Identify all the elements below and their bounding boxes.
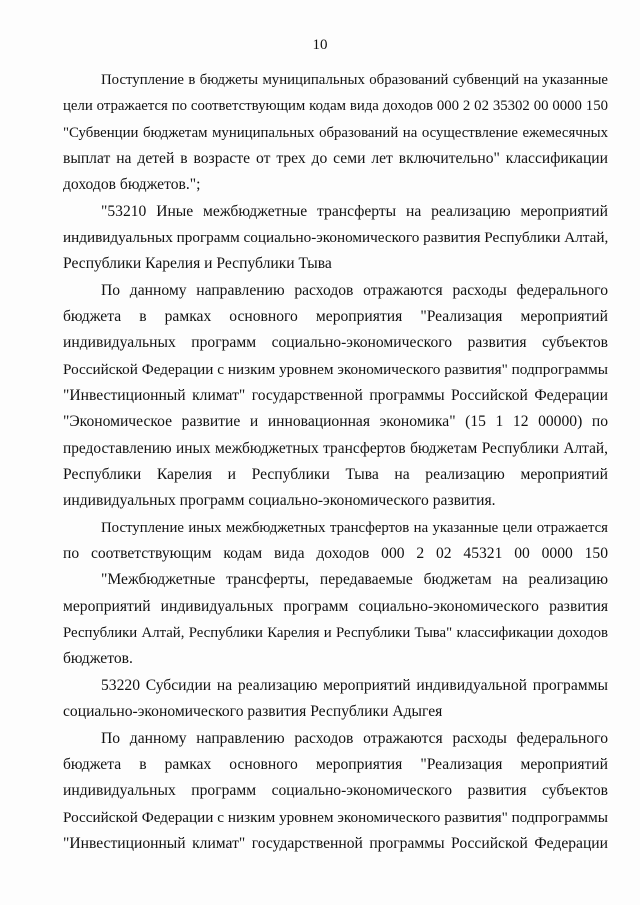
text-line: доходов бюджетов."; bbox=[63, 176, 201, 193]
text-line: индивидуальных программ социально-экономического развития. bbox=[63, 492, 496, 509]
text-line: выплат на детей в возрасте от трех до семи лет включительно" классификации bbox=[63, 150, 608, 167]
text-line: Республики Алтай, Республики Карелия и Республики Тыва" классификации доходов bbox=[63, 625, 608, 641]
text-line: "Инвестиционный климат" государственной программы Российской Федерации bbox=[63, 387, 608, 404]
text-line: Российской Федерации с низким уровнем экономического развития" подпрограммы bbox=[63, 361, 608, 378]
text-line: "Межбюджетные трансферты, передаваемые бюджетам на реализацию bbox=[101, 571, 608, 588]
text-line: предоставлению иных межбюджетных трансфертов бюджетам Республики Алтай, bbox=[63, 440, 608, 457]
text-line: "53210 Иные межбюджетные трансферты на реализацию мероприятий bbox=[101, 203, 608, 220]
text-line: "Инвестиционный климат" государственной программы Российской Федерации bbox=[63, 835, 608, 852]
page-number: 10 bbox=[312, 37, 328, 53]
text-line: бюджета в рамках основного мероприятия "Реализация мероприятий bbox=[63, 308, 608, 325]
text-line: индивидуальных программ социально-экономического развития Республики Алтай, bbox=[63, 229, 609, 246]
text-line: "Субвенции бюджетам муниципальных образований на осуществление ежемесячных bbox=[63, 125, 608, 141]
text-line: По данному направлению расходов отражаются расходы федерального bbox=[101, 730, 608, 747]
text-line: Российской Федерации с низким уровнем экономического развития" подпрограммы bbox=[63, 809, 608, 826]
text-line: 53220 Субсидии на реализацию мероприятий индивидуальной программы bbox=[101, 677, 608, 694]
text-line: бюджетов. bbox=[63, 650, 133, 667]
text-line: Республики Карелия и Республики Тыва bbox=[63, 255, 332, 272]
text-line: социально-экономического развития Республики Адыгея bbox=[63, 703, 443, 720]
text-line: Поступление в бюджеты муниципальных образований субвенций на указанные bbox=[101, 72, 608, 88]
text-line: цели отражается по соответствующим кодам вида доходов 000 2 02 35302 00 0000 150 bbox=[63, 98, 608, 114]
text-line: индивидуальных программ социально-экономического развития субъектов bbox=[63, 334, 608, 351]
text-line: индивидуальных программ социально-экономического развития субъектов bbox=[63, 782, 608, 799]
text-line: по соответствующим кодам вида доходов 000 2 02 45321 00 0000 150 bbox=[63, 545, 608, 562]
text-line: По данному направлению расходов отражаются расходы федерального bbox=[101, 282, 608, 299]
text-line: Поступление иных межбюджетных трансфертов на указанные цели отражается bbox=[101, 520, 608, 536]
text-line: Республики Карелия и Республики Тыва на реализацию мероприятий bbox=[63, 466, 608, 483]
text-line: "Экономическое развитие и инновационная экономика" (15 1 12 00000) по bbox=[63, 413, 608, 430]
text-line: мероприятий индивидуальных программ социально-экономического развития bbox=[63, 598, 608, 615]
text-line: бюджета в рамках основного мероприятия "Реализация мероприятий bbox=[63, 756, 608, 773]
